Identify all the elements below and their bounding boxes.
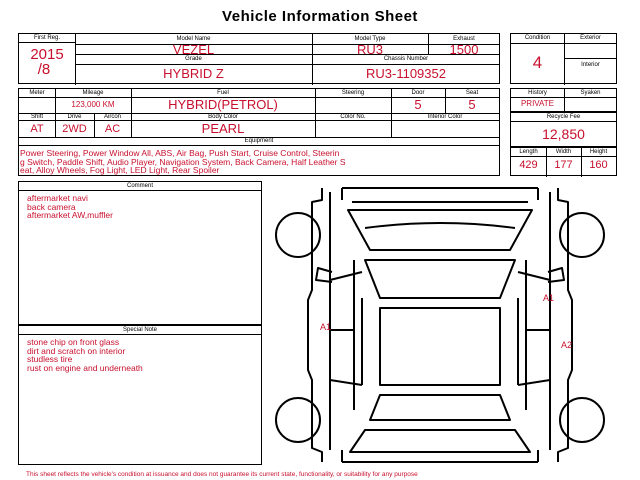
mileage-value: 123,000 KM — [71, 100, 115, 109]
body-color-value: PEARL — [201, 121, 245, 136]
history-box — [510, 88, 617, 112]
first-reg-year: 2015 — [30, 46, 64, 63]
first-reg-month: /8 — [37, 61, 51, 78]
aircon-value: AC — [104, 123, 121, 135]
chassis-label: Chassis Number — [383, 56, 429, 62]
seat-label: Seat — [465, 90, 479, 96]
fuel-label: Fuel — [217, 90, 229, 96]
width-label: Width — [555, 149, 572, 155]
exhaust-label: Exhaust — [453, 36, 475, 42]
comment-line: aftermarket AW,muffler — [27, 210, 113, 221]
condition-value: 4 — [532, 53, 543, 72]
condition-box — [510, 33, 617, 84]
equipment-label: Equipment — [244, 138, 274, 144]
special-note-line: stone chip on front glass — [27, 337, 120, 347]
length-label: Length — [519, 149, 538, 155]
seat-value: 5 — [468, 97, 476, 112]
model-type-value: RU3 — [356, 42, 383, 57]
comment-line: back camera — [27, 201, 76, 212]
model-type-label: Model Type — [354, 36, 386, 42]
damage-mark-left: A1 — [320, 322, 332, 332]
syaken-label: Syaken — [580, 90, 601, 96]
grade-label: Grade — [185, 56, 202, 62]
model-name-value: VEZEL — [172, 42, 215, 57]
damage-mark-right-upper: A1 — [543, 293, 555, 303]
special-note-box — [18, 325, 262, 465]
special-note-line: dirt and scratch on interior — [27, 345, 126, 356]
color-no-label: Color No. — [340, 114, 366, 120]
recycle-fee-label: Recycle Fee — [546, 114, 581, 120]
aircon-label: Aircon — [103, 114, 121, 120]
special-note-line: rust on engine and underneath — [27, 362, 143, 373]
width-value: 177 — [554, 159, 573, 171]
meter-label: Meter — [29, 90, 45, 96]
recycle-fee-value: 12,850 — [542, 126, 585, 142]
chassis-value: RU3-1109352 — [366, 66, 446, 81]
equipment-line: Power Steering, Power Window All, ABS, Air Bag, Push Start, Cruise Control, Steerin — [20, 148, 340, 158]
mileage-label: Mileage — [82, 90, 104, 96]
drive-label: Drive — [67, 114, 82, 120]
door-value: 5 — [414, 97, 422, 112]
history-value: PRIVATE — [520, 99, 555, 108]
body-color-label: Body Color — [208, 114, 238, 120]
dimensions-box — [510, 147, 617, 176]
comment-label: Comment — [126, 183, 153, 189]
drive-value: 2WD — [62, 123, 87, 135]
exterior-label: Exterior — [580, 35, 601, 41]
interior-color-label: Interior Color — [427, 114, 463, 120]
height-label: Height — [589, 149, 608, 155]
special-note-line: studless tire — [27, 354, 73, 365]
vehicle-basic-info-grid — [18, 33, 500, 84]
length-value: 429 — [519, 159, 538, 171]
fuel-value: HYBRID(PETROL) — [168, 97, 278, 112]
history-label: History — [528, 90, 547, 96]
equipment-box — [18, 146, 500, 176]
exhaust-value: 1500 — [449, 42, 479, 57]
page-title: Vehicle Information Sheet — [222, 8, 418, 25]
steering-label: Steering — [341, 90, 365, 96]
model-name-label: Model Name — [176, 36, 211, 42]
comment-line: aftermarket navi — [27, 193, 88, 203]
recycle-fee-box — [510, 112, 617, 147]
door-label: Door — [411, 90, 425, 96]
height-value: 160 — [589, 159, 608, 171]
vehicle-spec-grid — [18, 88, 500, 146]
shift-value: AT — [30, 123, 44, 135]
first-reg-label: First Reg. — [33, 35, 60, 41]
equipment-line: eat, Alloy Wheels, Fog Light, LED Light, Rear Spoiler — [20, 165, 220, 176]
condition-label: Condition — [524, 35, 551, 41]
equipment-line: g Switch, Paddle Shift, Audio Player, Navigation System, Back Camera, Half Leather S — [20, 156, 346, 167]
comment-box — [18, 181, 262, 325]
special-note-label: Special Note — [122, 327, 158, 333]
grade-value: HYBRID Z — [163, 66, 224, 81]
disclaimer: This sheet reflects the vehicle's condition at issuance and does not guarantee its current state, functionality, or suitability for any purpose — [26, 471, 418, 478]
shift-label: Shift — [30, 114, 43, 120]
interior-label: Interior — [581, 62, 600, 68]
damage-mark-right-lower: A2 — [561, 340, 573, 350]
